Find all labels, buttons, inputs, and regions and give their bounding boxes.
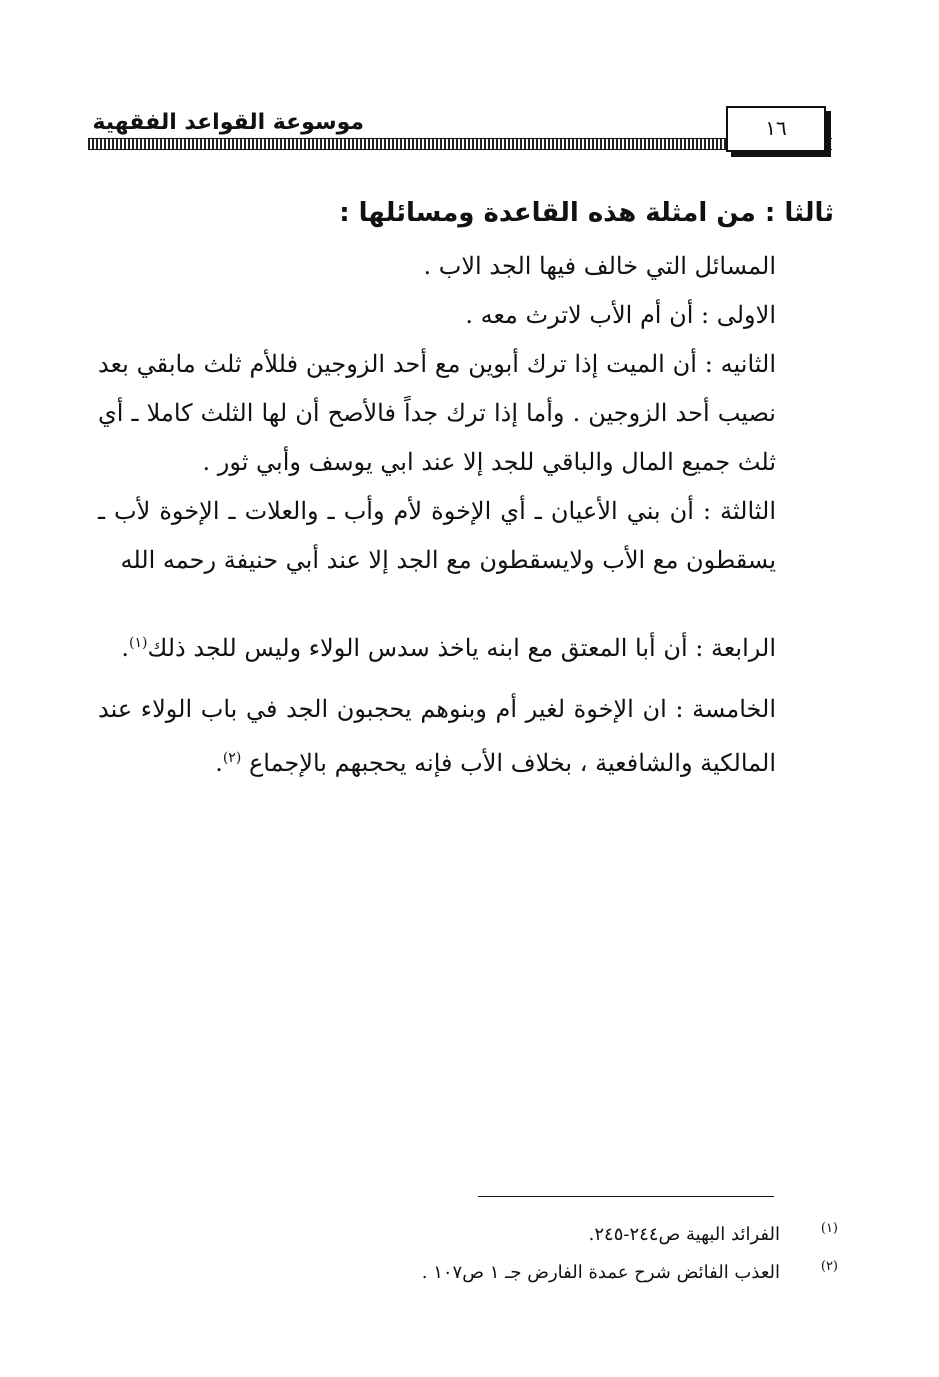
intro-paragraph: المسائل التي خالف فيها الجد الاب . (423, 252, 776, 280)
page-number: ١٦ (765, 116, 787, 140)
paragraph-second: الثانيه : أن الميت إذا ترك أبوين مع أحد الزوجين فللأم ثلث مابقي بعد نصيب أحد الزوجين . وأما إذا ترك جداً فالأصح أن لها الثلث كاملا ـ أي ثلث جميع المال والباقي للجد إلا عند ابي يوسف وأبي ثور . (98, 350, 776, 476)
book-title: موسوعة القواعد الفقهية (84, 110, 372, 135)
paragraph-fourth-end: . (121, 634, 130, 662)
footnote-item (300, 1254, 838, 1292)
paragraph-fifth (98, 685, 834, 788)
running-header (88, 112, 832, 152)
paragraph-fourth (98, 619, 834, 673)
paragraph-gap (98, 585, 834, 619)
section-heading: ثالثا : من امثلة هذه القاعدة ومسائلها : (339, 198, 834, 228)
footnote-text: الفرائد البهية ص٢٤٤-٢٤٥. (588, 1224, 780, 1245)
header-rule-band (88, 138, 832, 150)
footnote-number: (١) (820, 1221, 838, 1236)
footnote-separator (478, 1196, 774, 1197)
paragraph-fourth-text: الرابعة : أن أبا المعتق مع ابنه ياخذ سدس الولاء وليس للجد ذلك (147, 634, 776, 662)
paragraph-third: الثالثة : أن بني الأعيان ـ أي الإخوة لأم وأب ـ والعلات ـ الإخوة لأب ـ يسقطون مع الأب ولايسقطون مع الجد إلا عند أبي حنيفة رحمه الله (98, 497, 776, 574)
paragraph-fifth-end: . (215, 749, 223, 777)
page-number-box (726, 106, 826, 152)
paragraph-fifth-text: الخامسة : ان الإخوة لغير أم وبنوهم يحجبون الجد في باب الولاء عند المالكية والشافعية ، بخلاف الأب فإنه يحجبهم بالإجماع (98, 695, 776, 777)
paragraph-first: الاولى : أن أم الأب لاترث معه . (465, 301, 776, 329)
footnote-ref-1[interactable]: (١) (129, 635, 148, 651)
footnote-item (300, 1216, 838, 1254)
footnote-text: العذب الفائض شرح عمدة الفارض جـ ١ ص١٠٧ . (421, 1262, 780, 1283)
footnotes (300, 1216, 838, 1292)
footnote-number: (٢) (820, 1259, 838, 1274)
paragraph-gap-small (98, 673, 834, 685)
main-text (98, 192, 834, 788)
footnote-ref-2[interactable]: (٢) (222, 750, 242, 766)
